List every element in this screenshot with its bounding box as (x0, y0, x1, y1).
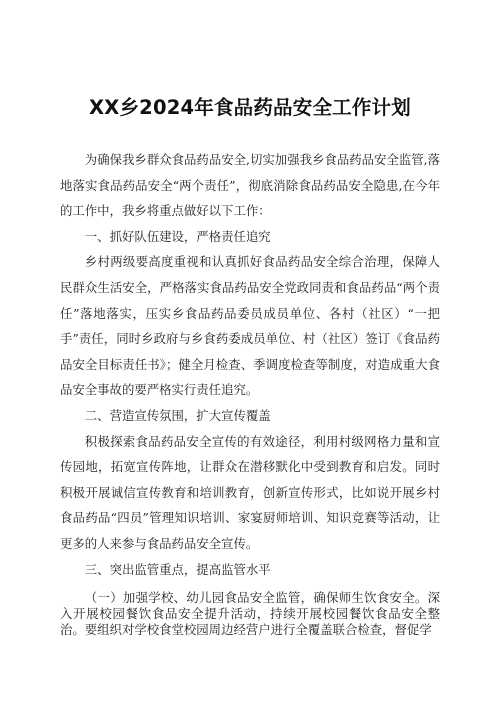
section-1-paragraph: 乡村两级要高度重视和认真抓好食品药品安全综合治理，保障人民群众生活安全，严格落实食品药品安全党政同责和食品药品“两个责任”落地落实，压实乡食品药品委员成员单位、各村（社区）“一把手”责任，同时乡政府与乡食药委成员单位、村（社区）签订《食品药品安全目标责任书》；健全月检查、季调度检查等制度，对造成重大食品安全事故的要严格实行责任追究。 (60, 254, 440, 398)
document-title: XX乡2024年食品药品安全工作计划 (89, 96, 411, 119)
section-3-heading: 三、突出监管重点，提高监管水平 (84, 561, 271, 577)
intro-paragraph: 为确保我乡群众食品药品安全,切实加强我乡食品药品安全监管,落地落实食品药品安全“两个责任”，彻底消除食品药品安全隐患,在今年的工作中，我乡将重点做好以下工作： (60, 152, 440, 219)
section-3-item-1: （一）加强学校、幼儿园食品安全监管，确保师生饮食安全。深入开展校园餐饮食品安全提升活动，持续开展校园餐饮食品安全整治。要组织对学校食堂校园周边经营户进行全覆盖联合检查，督促学 (60, 590, 440, 638)
document-body (60, 147, 440, 638)
section-1-heading: 一、抓好队伍建设，严格责任追究 (84, 228, 271, 244)
section-2-paragraph: 积极探索食品药品安全宣传的有效途径，利用村级网格力量和宣传园地，拓宽宣传阵地，让群众在潜移默化中受到教育和启发。同时积极开展诚信宣传教育和培训教育，创新宣传形式，比如说开展乡村食品药品“四员”管理知识培训、家宴厨师培训、知识竞赛等活动，让更多的人来参与食品药品安全宣传。 (60, 433, 440, 551)
section-2-heading: 二、营造宣传氛围，扩大宣传覆盖 (84, 407, 271, 423)
